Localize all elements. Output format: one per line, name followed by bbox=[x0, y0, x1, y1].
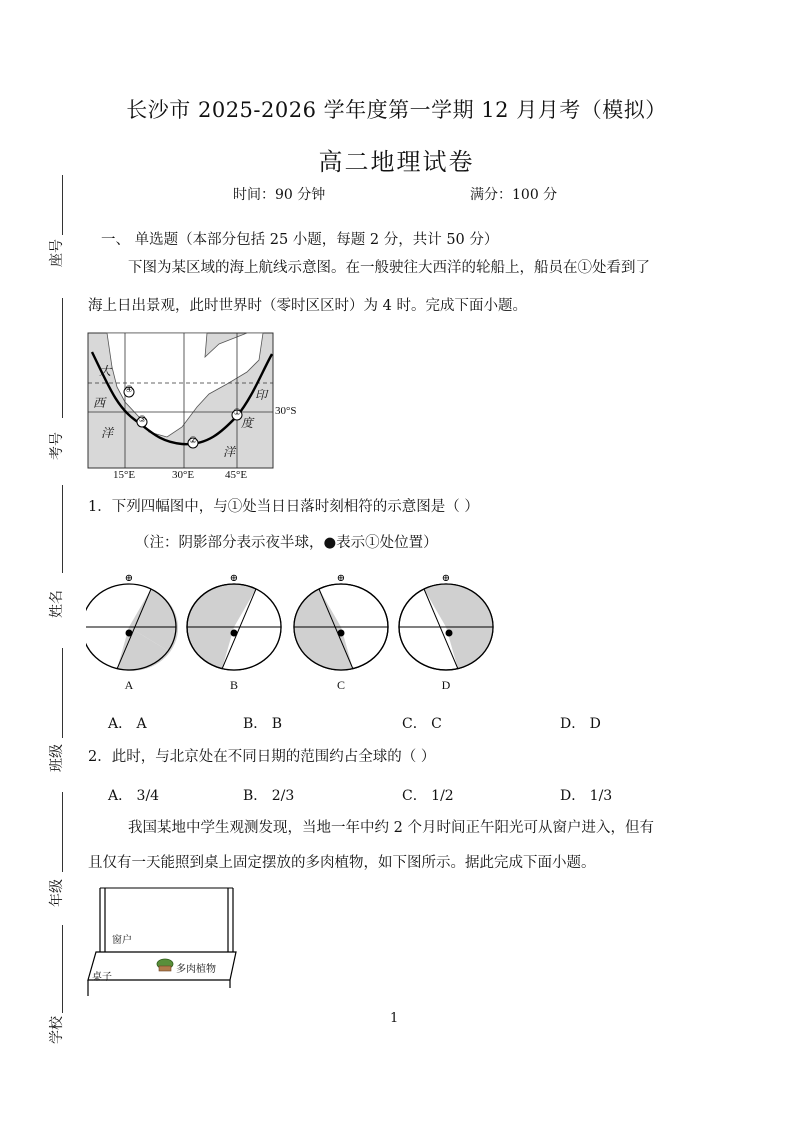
tick-15e: 15°E bbox=[113, 469, 136, 481]
page-number: 1 bbox=[390, 1011, 399, 1026]
exam-score: 满分：100 分 bbox=[470, 187, 558, 203]
label-point-1: ① bbox=[232, 408, 242, 418]
sidebar-label-name: 姓名 bbox=[49, 590, 65, 618]
globe-d bbox=[399, 573, 493, 670]
q2-option-d[interactable]: D． 1/3 bbox=[560, 788, 613, 804]
sidebar-divider bbox=[62, 485, 63, 573]
section-heading: 一、 单选题（本部分包括 25 小题，每题 2 分，共计 50 分） bbox=[101, 232, 499, 248]
passage2-line1: 我国某地中学生观测发现，当地一年中约 2 个月时间正午阳光可从窗户进入，但有 bbox=[128, 820, 654, 836]
svg-text:⊕: ⊕ bbox=[336, 573, 346, 584]
svg-text:⊕: ⊕ bbox=[441, 573, 451, 584]
globe-a bbox=[86, 573, 178, 671]
sidebar-divider bbox=[62, 925, 63, 1013]
sidebar-label-seat: 座号 bbox=[49, 239, 65, 267]
label-xi: 西 bbox=[93, 396, 106, 410]
sidebar-divider bbox=[62, 298, 63, 418]
svg-text:⊕: ⊕ bbox=[229, 573, 239, 584]
sidebar-label-exam-no: 考号 bbox=[49, 432, 65, 460]
q1-stem: 1．下列四幅图中，与①处当日日落时刻相符的示意图是（ ） bbox=[88, 499, 479, 515]
q1-option-a[interactable]: A． A bbox=[108, 716, 147, 732]
sidebar-divider bbox=[62, 792, 63, 872]
sidebar-divider bbox=[62, 648, 63, 738]
globe-c bbox=[294, 573, 388, 670]
globe-label-d: D bbox=[441, 678, 451, 692]
label-30s: 30°S bbox=[275, 405, 297, 417]
svg-text:⊕: ⊕ bbox=[124, 573, 134, 584]
globe-label-a: A bbox=[124, 678, 134, 692]
exam-time: 时间：90 分钟 bbox=[233, 187, 326, 203]
q1-option-d[interactable]: D． D bbox=[560, 716, 601, 732]
label-yin: 印 bbox=[255, 388, 268, 402]
q1-note: （注：阴影部分表示夜半球，●表示①处位置） bbox=[135, 535, 438, 551]
label-point-4: ④ bbox=[124, 385, 134, 395]
route-map bbox=[87, 332, 317, 484]
sidebar-divider bbox=[62, 175, 63, 235]
q2-stem: 2．此时，与北京处在不同日期的范围约占全球的（ ） bbox=[88, 749, 436, 765]
tick-30e: 30°E bbox=[172, 469, 195, 481]
label-yang-atlantic: 洋 bbox=[101, 426, 114, 440]
globes-svg bbox=[86, 572, 496, 672]
globe-b bbox=[187, 573, 281, 670]
passage1-line2: 海上日出景观，此时世界时（零时区区时）为 4 时。完成下面小题。 bbox=[88, 298, 527, 314]
label-da: 大 bbox=[99, 364, 112, 378]
exam-title: 长沙市 2025-2026 学年度第一学期 12 月月考（模拟） bbox=[126, 98, 667, 122]
q2-option-a[interactable]: A． 3/4 bbox=[108, 788, 160, 804]
q1-option-b[interactable]: B． B bbox=[243, 716, 283, 732]
q1-option-c[interactable]: C． C bbox=[402, 716, 442, 732]
tick-45e: 45°E bbox=[225, 469, 248, 481]
label-table: 桌子 bbox=[92, 972, 112, 983]
passage2-line2: 且仅有一天能照到桌上固定摆放的多肉植物，如下图所示。据此完成下面小题。 bbox=[88, 855, 596, 871]
label-point-2: ② bbox=[188, 436, 198, 446]
label-du: 度 bbox=[241, 416, 254, 430]
q1-globes bbox=[86, 572, 496, 672]
q2-option-c[interactable]: C． 1/2 bbox=[402, 788, 454, 804]
sidebar-label-class: 班级 bbox=[49, 744, 65, 772]
exam-subtitle: 高二地理试卷 bbox=[318, 148, 475, 176]
label-point-3: ③ bbox=[137, 415, 147, 425]
sidebar-label-grade: 年级 bbox=[49, 879, 65, 907]
label-window: 窗户 bbox=[112, 935, 132, 946]
passage1-line1: 下图为某区域的海上航线示意图。在一般驶往大西洋的轮船上，船员在①处看到了 bbox=[128, 260, 650, 276]
q2-option-b[interactable]: B． 2/3 bbox=[243, 788, 295, 804]
label-plant: 多肉植物 bbox=[176, 964, 216, 975]
globe-label-c: C bbox=[336, 678, 345, 692]
label-yang-indian: 洋 bbox=[223, 445, 236, 459]
globe-label-b: B bbox=[229, 678, 238, 692]
window-table-figure bbox=[86, 886, 246, 998]
sidebar-label-school: 学校 bbox=[49, 1016, 65, 1044]
